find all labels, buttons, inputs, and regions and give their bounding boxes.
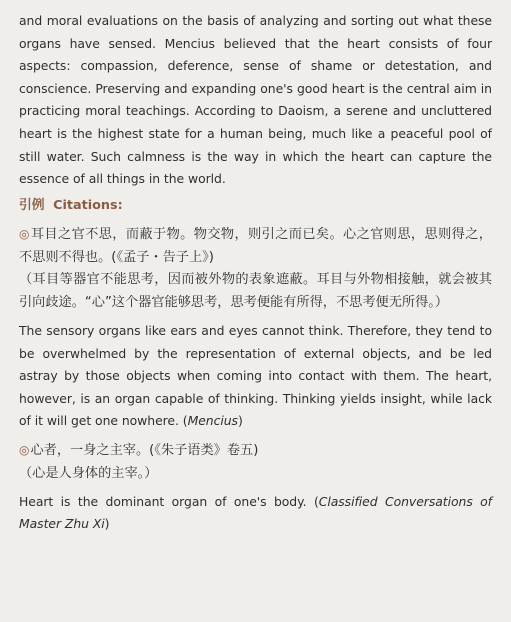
citation-1-original: [19, 223, 492, 270]
citation-1-english: [19, 320, 492, 433]
citation-2-english-text: Heart is the dominant organ of one's body. (: [19, 493, 319, 509]
citation-2-english-close: ): [104, 516, 110, 532]
citation-1-english-source: Mencius: [187, 413, 238, 429]
citation-2-english: [19, 491, 492, 536]
citation-1-original-text: 耳目之官不思，而蔽于物。物交物，则引之而已矣。心之官则思，思则得之，不思则不得也。(《孟子・告子上》): [19, 226, 492, 265]
citations-heading-en: Citations:: [53, 197, 123, 213]
citations-heading: [19, 196, 492, 216]
citation-1-english-text: The sensory organs like ears and eyes cannot think. Therefore, they tend to be overwhelmed by the representation of external objects, and be led astray by those objects when coming into contact with them. The heart, however, is an organ capable of thinking. Thinking yields insight, while lack of it will get one nowhere. (: [19, 322, 492, 429]
citation-marker-icon: ◎: [19, 226, 30, 241]
citation-1-modern-chinese: （耳目等器官不能思考，因而被外物的表象遮蔽。耳目与外物相接触，就会被其引向歧途。“心”这个器官能够思考，思考便能有所得，不思考便无所得。）: [19, 272, 492, 311]
citation-2-english-source: Classified Conversations of Master Zhu Xi: [19, 493, 492, 532]
citations-heading-zh: 引例: [19, 197, 45, 213]
citation-2-modern-chinese: （心是人身体的主宰。）: [19, 465, 158, 481]
intro-paragraph: and moral evaluations on the basis of analyzing and sorting out what these organs have sensed. Mencius believed that the heart consists of four aspects: compassion, deference, sense of shame or detestation, and conscience. Preserving and expanding one's good heart is the central aim in practicing moral teachings. According to Daoism, a serene and uncluttered heart is the highest state for a human being, much like a peaceful pool of still water. Such calmness is the way in which the heart can capture the essence of all things in the world.: [19, 13, 492, 187]
citation-2-original-text: 心者，一身之主宰。(《朱子语类》卷五): [30, 442, 259, 458]
citation-2-original: [19, 439, 492, 463]
citation-marker-icon: ◎: [19, 442, 30, 457]
citation-1-english-close: ): [237, 413, 243, 429]
